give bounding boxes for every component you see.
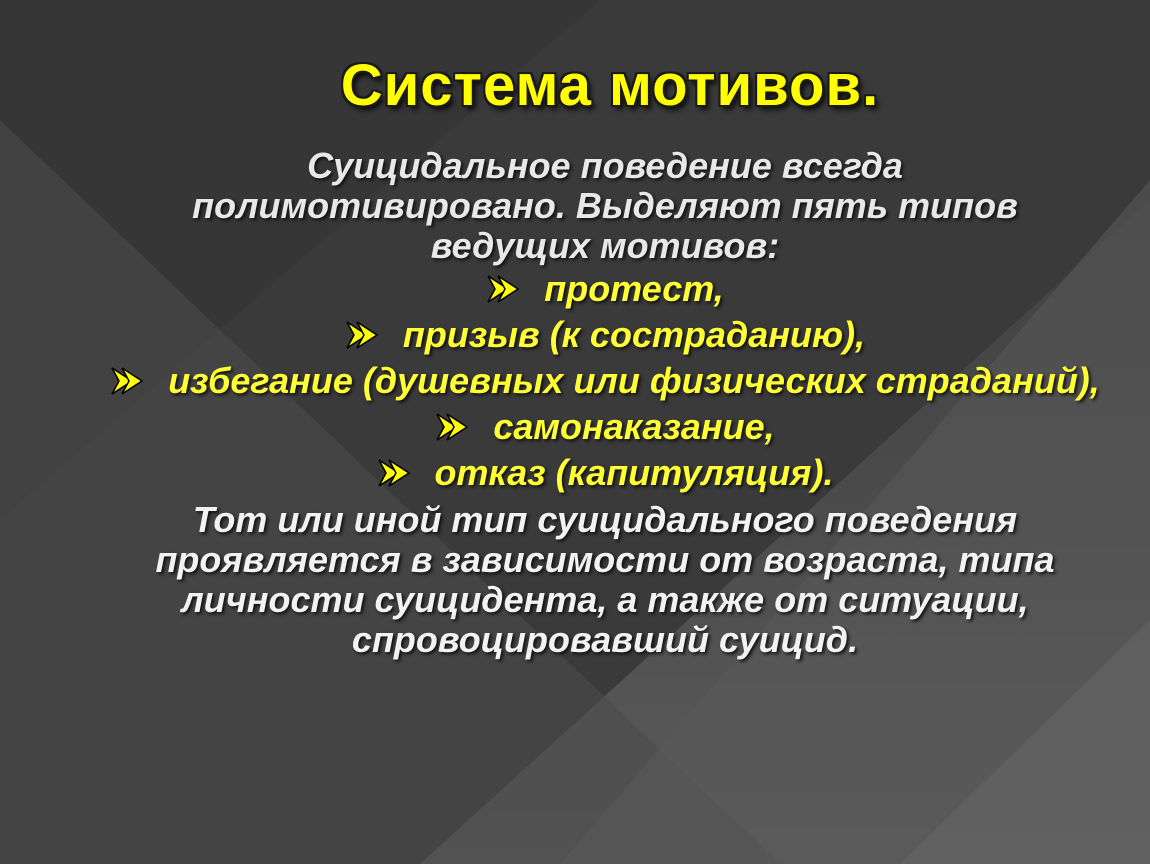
motive-list	[90, 270, 1120, 492]
list-item	[90, 408, 1120, 446]
list-item	[90, 454, 1120, 492]
arrow-bullet-icon	[345, 320, 379, 350]
slide-content	[90, 146, 1120, 660]
arrow-bullet-icon	[110, 366, 144, 396]
list-item	[90, 270, 1120, 308]
arrow-bullet-icon	[486, 274, 520, 304]
intro-text: Суицидальное поведение всегда полимотивировано. Выделяют пять типов ведущих мотивов:	[192, 145, 1018, 266]
list-item	[90, 362, 1120, 400]
list-item-text: самонаказание,	[493, 406, 775, 447]
list-item-text: отказ (капитуляция).	[434, 452, 834, 493]
list-item-text: протест,	[544, 268, 724, 309]
arrow-bullet-icon	[377, 458, 411, 488]
list-item-text: избегание (душевных или физических страданий),	[168, 360, 1100, 401]
outro-text: Тот или иной тип суицидального поведения проявляется в зависимости от возраста, типа личности суицидента, а также от ситуации, спровоцировавший суицид.	[155, 499, 1055, 660]
slide-title: Система мотивов.	[340, 53, 880, 118]
list-item-text: призыв (к состраданию),	[402, 314, 866, 355]
arrow-bullet-icon	[435, 412, 469, 442]
list-item	[90, 316, 1120, 354]
